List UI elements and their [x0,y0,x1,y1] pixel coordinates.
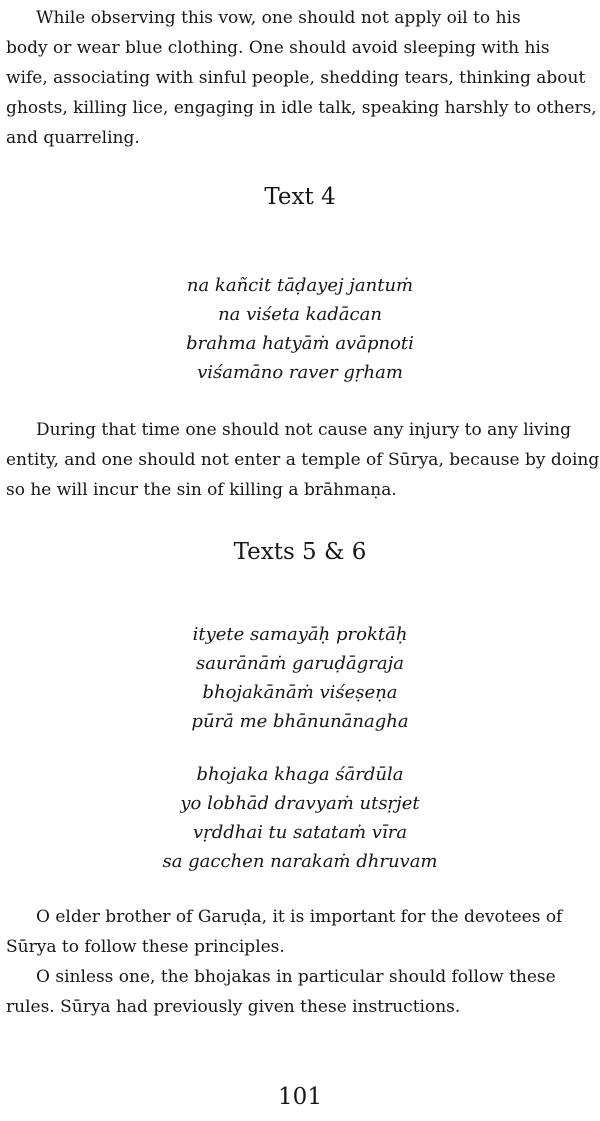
texts-5-6-heading: Texts 5 & 6 [233,539,367,565]
text-4-verse [0,271,600,387]
translation-line: O sinless one, the bhojakas in particular should follow these [36,967,556,987]
texts-5-6-verse-2 [0,760,600,876]
translation-line: During that time one should not cause any injury to any living [36,420,571,440]
text-4-translation [6,415,600,505]
verse-line: bhojakānāṁ viśeṣeṇa [202,682,398,703]
intro-line: and quarreling. [6,128,140,148]
verse-line: bhojaka khaga śārdūla [196,764,404,785]
intro-line: While observing this vow, one should not apply oil to his [36,8,521,28]
verse-line: na viśeta kadācan [218,304,382,325]
verse-line: pūrā me bhānunānagha [191,711,409,732]
verse-line: saurānāṁ garuḍāgraja [196,653,404,674]
translation-line: rules. Sūrya had previously given these instructions. [6,997,461,1017]
texts-5-6-translation-2 [6,962,596,1022]
intro-line: ghosts, killing lice, engaging in idle talk, speaking harshly to others, [6,98,597,118]
intro-line: body or wear blue clothing. One should avoid sleeping with his [6,38,550,58]
verse-line: sa gacchen narakaṁ dhruvam [162,851,438,872]
verse-line: na kañcit tāḍayej jantuṁ [186,275,414,296]
texts-5-6-verse-1 [0,620,600,736]
intro-paragraph [6,3,596,153]
page-number: 101 [278,1084,322,1110]
intro-line: wife, associating with sinful people, shedding tears, thinking about [6,68,586,88]
translation-line: entity, and one should not enter a temple of Sūrya, because by doing [6,450,600,470]
verse-line: brahma hatyāṁ avāpnoti [186,333,414,354]
verse-line: viśamāno raver gṛham [197,362,403,383]
texts-5-6-translation-1 [6,902,596,962]
translation-line: Sūrya to follow these principles. [6,937,285,957]
verse-line: yo lobhād dravyaṁ utsṛjet [180,793,420,814]
translation-line: so he will incur the sin of killing a brāhmaṇa. [6,480,397,500]
verse-line: ityete samayāḥ proktāḥ [192,624,408,645]
translation-line: O elder brother of Garuḍa, it is important for the devotees of [36,907,563,927]
verse-line: vṛddhai tu satataṁ vīra [192,822,408,843]
text-4-heading: Text 4 [264,184,336,210]
